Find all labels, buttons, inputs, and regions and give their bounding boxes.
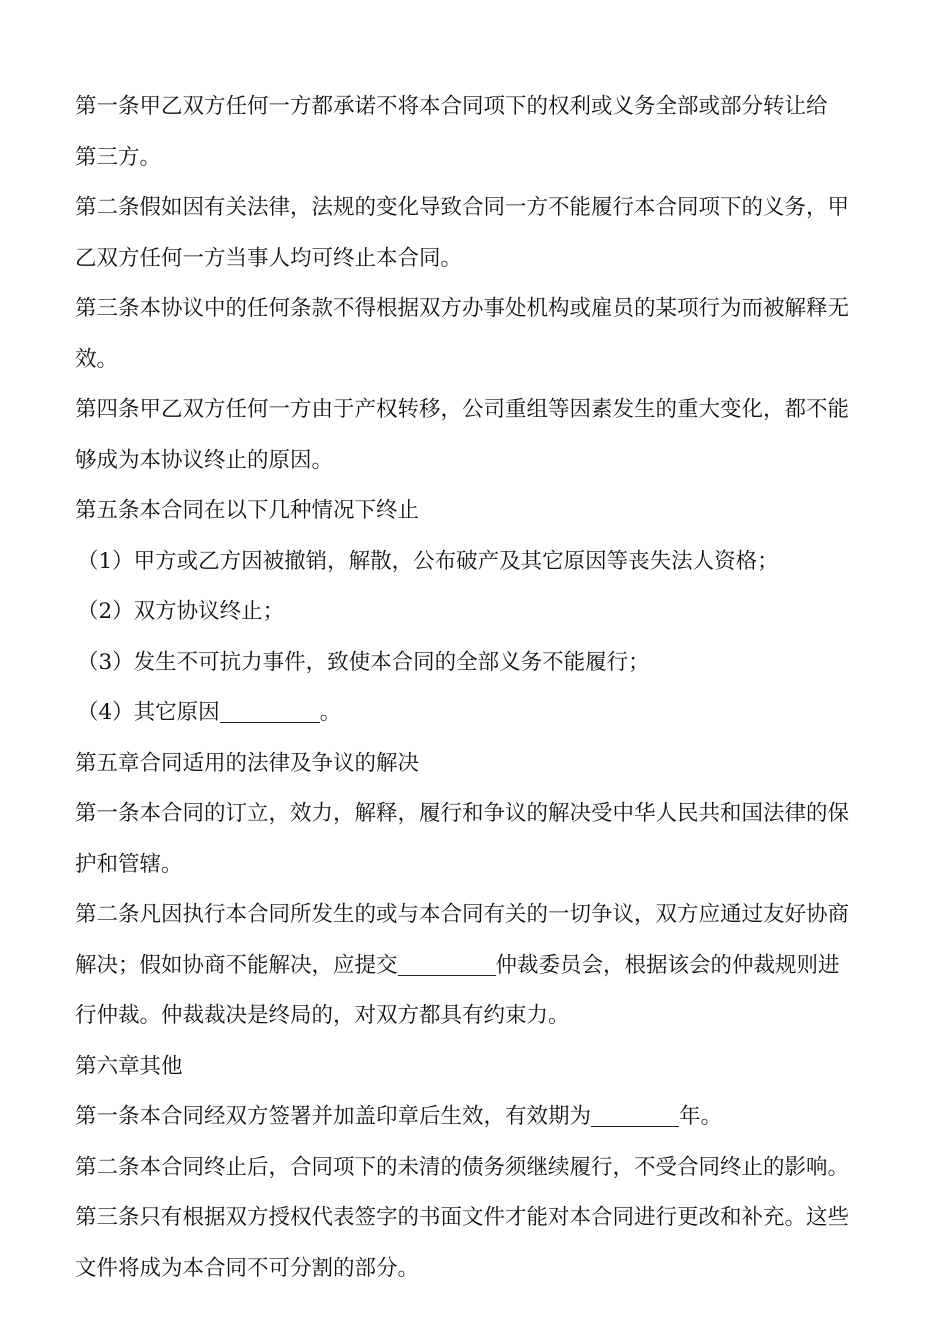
text-line: 第一条甲乙双方任何一方都承诺不将本合同项下的权利或义务全部或部分转让给 — [75, 94, 828, 119]
text-segment: 年。 — [679, 1104, 723, 1129]
text-segment: （4）其它原因 — [77, 700, 220, 725]
text-line — [75, 941, 880, 992]
text-line: 第四条甲乙双方任何一方由于产权转移，公司重组等因素发生的重大变化，都不能 — [75, 397, 850, 422]
text-segment: 。 — [319, 700, 342, 725]
text-line: 护和管辖。 — [75, 851, 183, 877]
text-line: 文件将成为本合同不可分割的部分。 — [75, 1255, 420, 1281]
section-heading: 第六章其他 — [75, 1053, 183, 1079]
text-line: 第三条只有根据双方授权代表签字的书面文件才能对本合同进行更改和补充。这些 — [75, 1205, 850, 1230]
fill-in-blank[interactable] — [220, 721, 320, 723]
text-line: 第五条本合同在以下几种情况下终止 — [75, 498, 420, 523]
list-item — [75, 688, 880, 739]
text-segment: 第一条本合同经双方签署并加盖印章后生效，有效期为 — [75, 1104, 592, 1129]
text-line — [75, 1092, 880, 1143]
text-line: 第二条凡因执行本合同所发生的或与本合同有关的一切争议，双方应通过友好协商 — [75, 902, 850, 927]
text-line: 第二条假如因有关法律，法规的变化导致合同一方不能履行本合同项下的义务，甲 — [75, 195, 850, 220]
text-line: 乙双方任何一方当事人均可终止本合同。 — [75, 245, 463, 271]
text-segment: 解决；假如协商不能解决，应提交 — [75, 952, 398, 978]
list-item: （1）甲方或乙方因被撤销，解散，公布破产及其它原因等丧失法人资格； — [77, 548, 779, 574]
text-line: 第二条本合同终止后，合同项下的未清的债务须继续履行，不受合同终止的影响。 — [75, 1154, 850, 1180]
section-heading: 第五章合同适用的法律及争议的解决 — [75, 750, 420, 776]
text-line: 效。 — [75, 346, 119, 372]
text-line: 第三方。 — [75, 144, 162, 170]
text-line: 够成为本协议终止的原因。 — [75, 447, 334, 473]
list-item: （3）发生不可抗力事件，致使本合同的全部义务不能履行； — [77, 649, 650, 675]
list-item: （2）双方协议终止； — [77, 599, 285, 624]
text-line: 第一条本合同的订立，效力，解释，履行和争议的解决受中华人民共和国法律的保 — [75, 801, 850, 826]
text-line: 行仲裁。仲裁裁决是终局的，对双方都具有约束力。 — [75, 1003, 570, 1028]
fill-in-blank[interactable] — [591, 1125, 679, 1127]
fill-in-blank[interactable] — [398, 974, 496, 976]
text-segment: 仲裁委员会，根据该会的仲裁规则进 — [495, 952, 840, 978]
document-body — [75, 82, 880, 1294]
text-line: 第三条本协议中的任何条款不得根据双方办事处机构或雇员的某项行为而被解释无 — [75, 296, 850, 321]
